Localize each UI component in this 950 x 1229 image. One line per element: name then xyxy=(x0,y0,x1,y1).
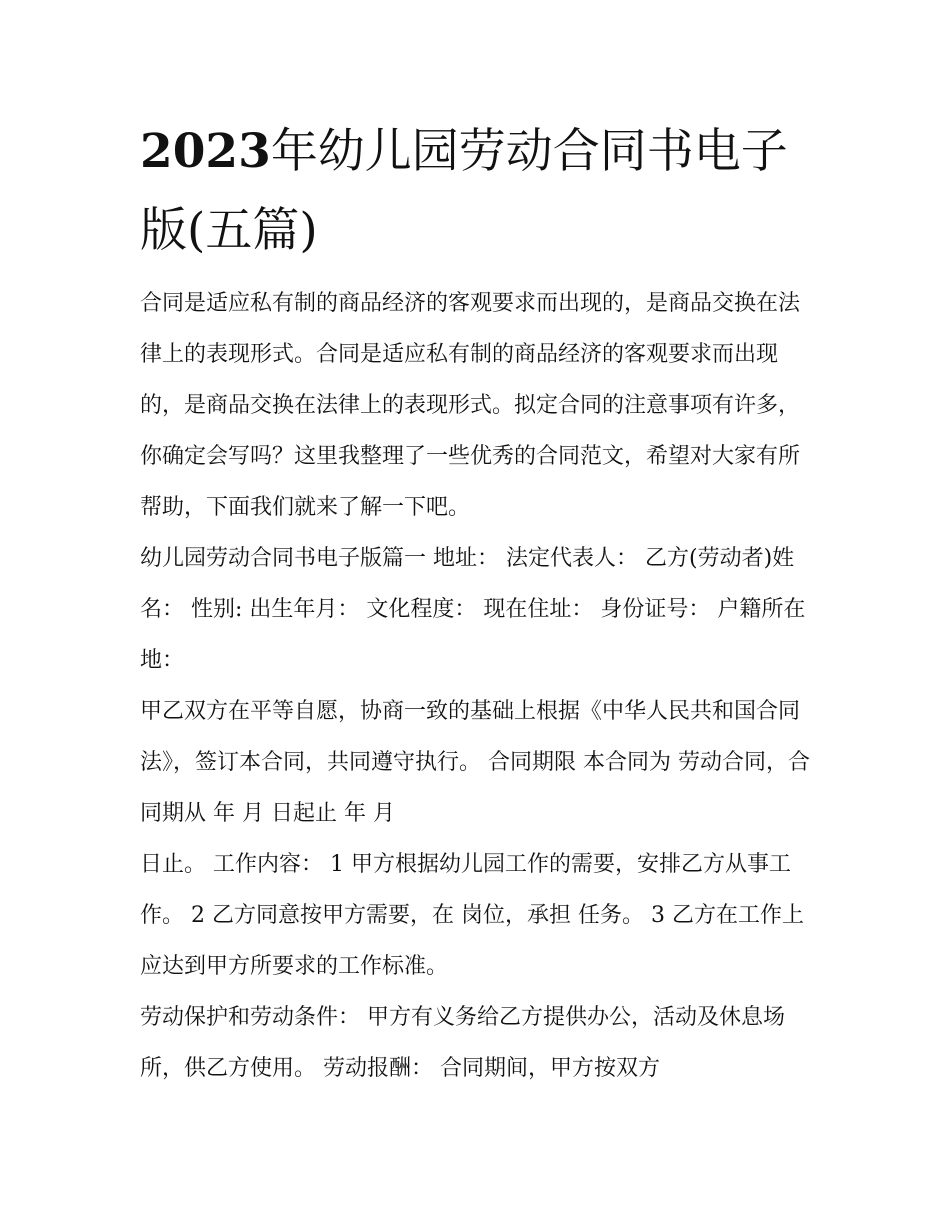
paragraph-work-content: 日止。 工作内容： 1 甲方根据幼儿园工作的需要，安排乙方从事工作。 2 乙方同意按甲方需要，在 岗位，承担 任务。 3 乙方在工作上应达到甲方所要求的工作标准。 xyxy=(140,852,804,979)
paragraph-agreement-term: 甲乙双方在平等自愿，协商一致的基础上根据《中华人民共和国合同法》，签订本合同，共同遵守执行。 合同期限 本合同为 劳动合同，合同期从 年 月 日起止 年 月 xyxy=(140,699,810,826)
title-text: 年幼儿园劳动合同书电子版(五篇) xyxy=(140,124,788,258)
document-body xyxy=(140,278,815,1094)
document-content xyxy=(140,112,815,1094)
paragraph-intro: 合同是适应私有制的商品经济的客观要求而出现的，是商品交换在法律上的表现形式。合同是适应私有制的商品经济的客观要求而出现的，是商品交换在法律上的表现形式。拟定合同的注意事项有许多，你确定会写吗？这里我整理了一些优秀的合同范文，希望对大家有所帮助，下面我们就来了解一下吧。 xyxy=(140,291,801,520)
title-year: 2023 xyxy=(140,124,271,179)
document-title xyxy=(140,112,815,270)
paragraph-labor-protection: 劳动保护和劳动条件： 甲方有义务给乙方提供办公，活动及休息场所，供乙方使用。 劳动报酬： 合同期间，甲方按双方 xyxy=(140,1005,785,1081)
paragraph-parties: 幼儿园劳动合同书电子版篇一 地址： 法定代表人： 乙方(劳动者)姓名： 性别: 出生年月： 文化程度： 现在住址： 身份证号： 户籍所在地： xyxy=(140,546,806,673)
